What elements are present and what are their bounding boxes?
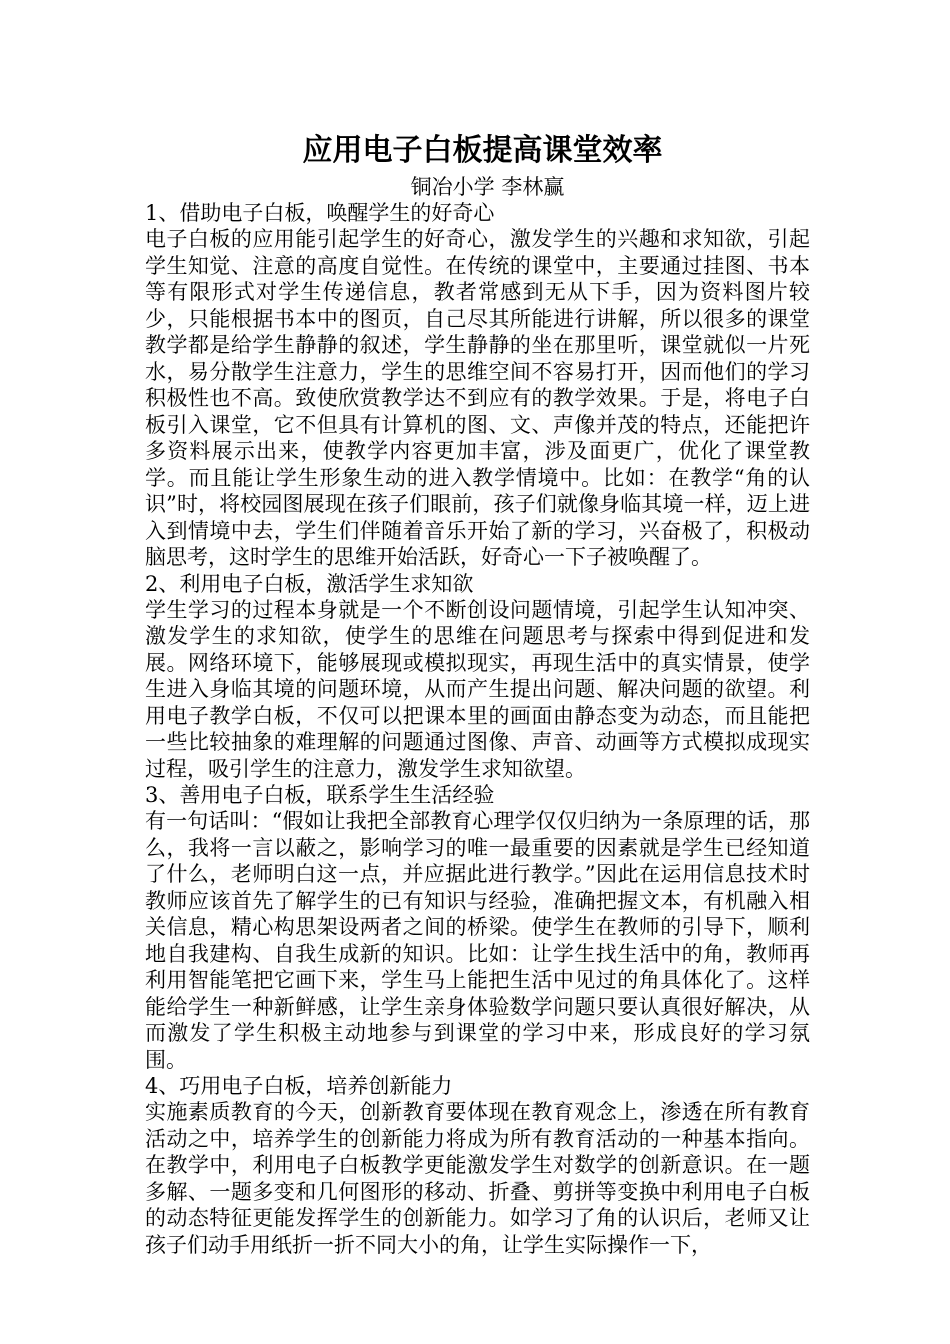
section-2-heading: 2、利用电子白板，激活学生求知欲: [145, 571, 474, 596]
page-title: 应用电子白板提高课堂效率: [302, 133, 663, 168]
section-4-body: 实施素质教育的今天，创新教育要体现在教育观念上，渗透在所有教育活动之中，培养学生的创新能力将成为所有教育活动的一种基本指向。在教学中，利用电子白板教学更能激发学生对数学的创新意识。在一题多解、一题多变和几何图形的移动、折叠、剪拼等变换中利用电子白板的动态特征更能发挥学生的创新能力。如学习了角的认识后，老师又让孩子们动手用纸折一折不同大小的角，让学生实际操作一下，: [145, 1100, 810, 1257]
section-3-body: 有一句话叫：“假如让我把全部教育心理学仅仅归纳为一条原理的话，那么，我将一言以蔽之，影响学习的唯一最重要的因素就是学生已经知道了什么，老师明白这一点，并应据此进行教学。”因此在运用信息技术时教师应该首先了解学生的已有知识与经验，准确把握文本，有机融入相关信息，精心构思架设两者之间的桥梁。使学生在教师的引导下，顺利地自我建构、自我生成新的知识。比如：让学生找生活中的角，教师再利用智能笔把它画下来，学生马上能把生活中见过的角具体化了。这样能给学生一种新鲜感，让学生亲身体验数学问题只要认真很好解决，从而激发了学生积极主动地参与到课堂的学习中来，形成良好的学习氛围。: [145, 809, 810, 1072]
section-1-heading: 1、借助电子白板，唤醒学生的好奇心: [145, 201, 495, 225]
section-1-body: 电子白板的应用能引起学生的好奇心，激发学生的兴趣和求知欲，引起学生知觉、注意的高度自觉性。在传统的课堂中，主要通过挂图、书本等有限形式对学生传递信息，教者常感到无从下手，因为资料图片较少，只能根据书本中的图页，自己尽其所能进行讲解，所以很多的课堂教学都是给学生静静的叙述，学生静静的坐在那里听，课堂就似一片死水，易分散学生注意力，学生的思维空间不容易打开，因而他们的学习积极性也不高。致使欣赏教学达不到应有的教学效果。于是，将电子白板引入课堂，它不但具有计算机的图、文、声像并茂的特点，还能把许多资料展示出来，使教学内容更加丰富，涉及面更广，优化了课堂教学。而且能让学生形象生动的进入教学情境中。比如：在教学“角的认识”时，将校园图展现在孩子们眼前，孩子们就像身临其境一样，迈上进入到情境中去，学生们伴随着音乐开始了新的学习，兴奋极了，积极动脑思考，这时学生的思维开始活跃，好奇心一下子被唤醒了。: [145, 227, 810, 569]
section-2-body: 学生学习的过程本身就是一个不断创设问题情境，引起学生认知冲突、激发学生的求知欲，使学生的思维在问题思考与探索中得到促进和发展。网络环境下，能够展现或模拟现实，再现生活中的真实情景，使学生进入身临其境的问题环境，从而产生提出问题、解决问题的欲望。利用电子教学白板，不仅可以把课本里的画面由静态变为动态，而且能把一些比较抽象的难理解的问题通过图像、声音、动画等方式模拟成现实过程，吸引学生的注意力，激发学生求知欲望。: [145, 597, 810, 781]
author-line: 铜冶小学 李林赢: [410, 175, 565, 199]
section-3-heading: 3、善用电子白板，联系学生生活经验: [145, 783, 495, 807]
document-content: [145, 128, 810, 1258]
section-4-heading: 4、巧用电子白板，培养创新能力: [145, 1074, 453, 1098]
